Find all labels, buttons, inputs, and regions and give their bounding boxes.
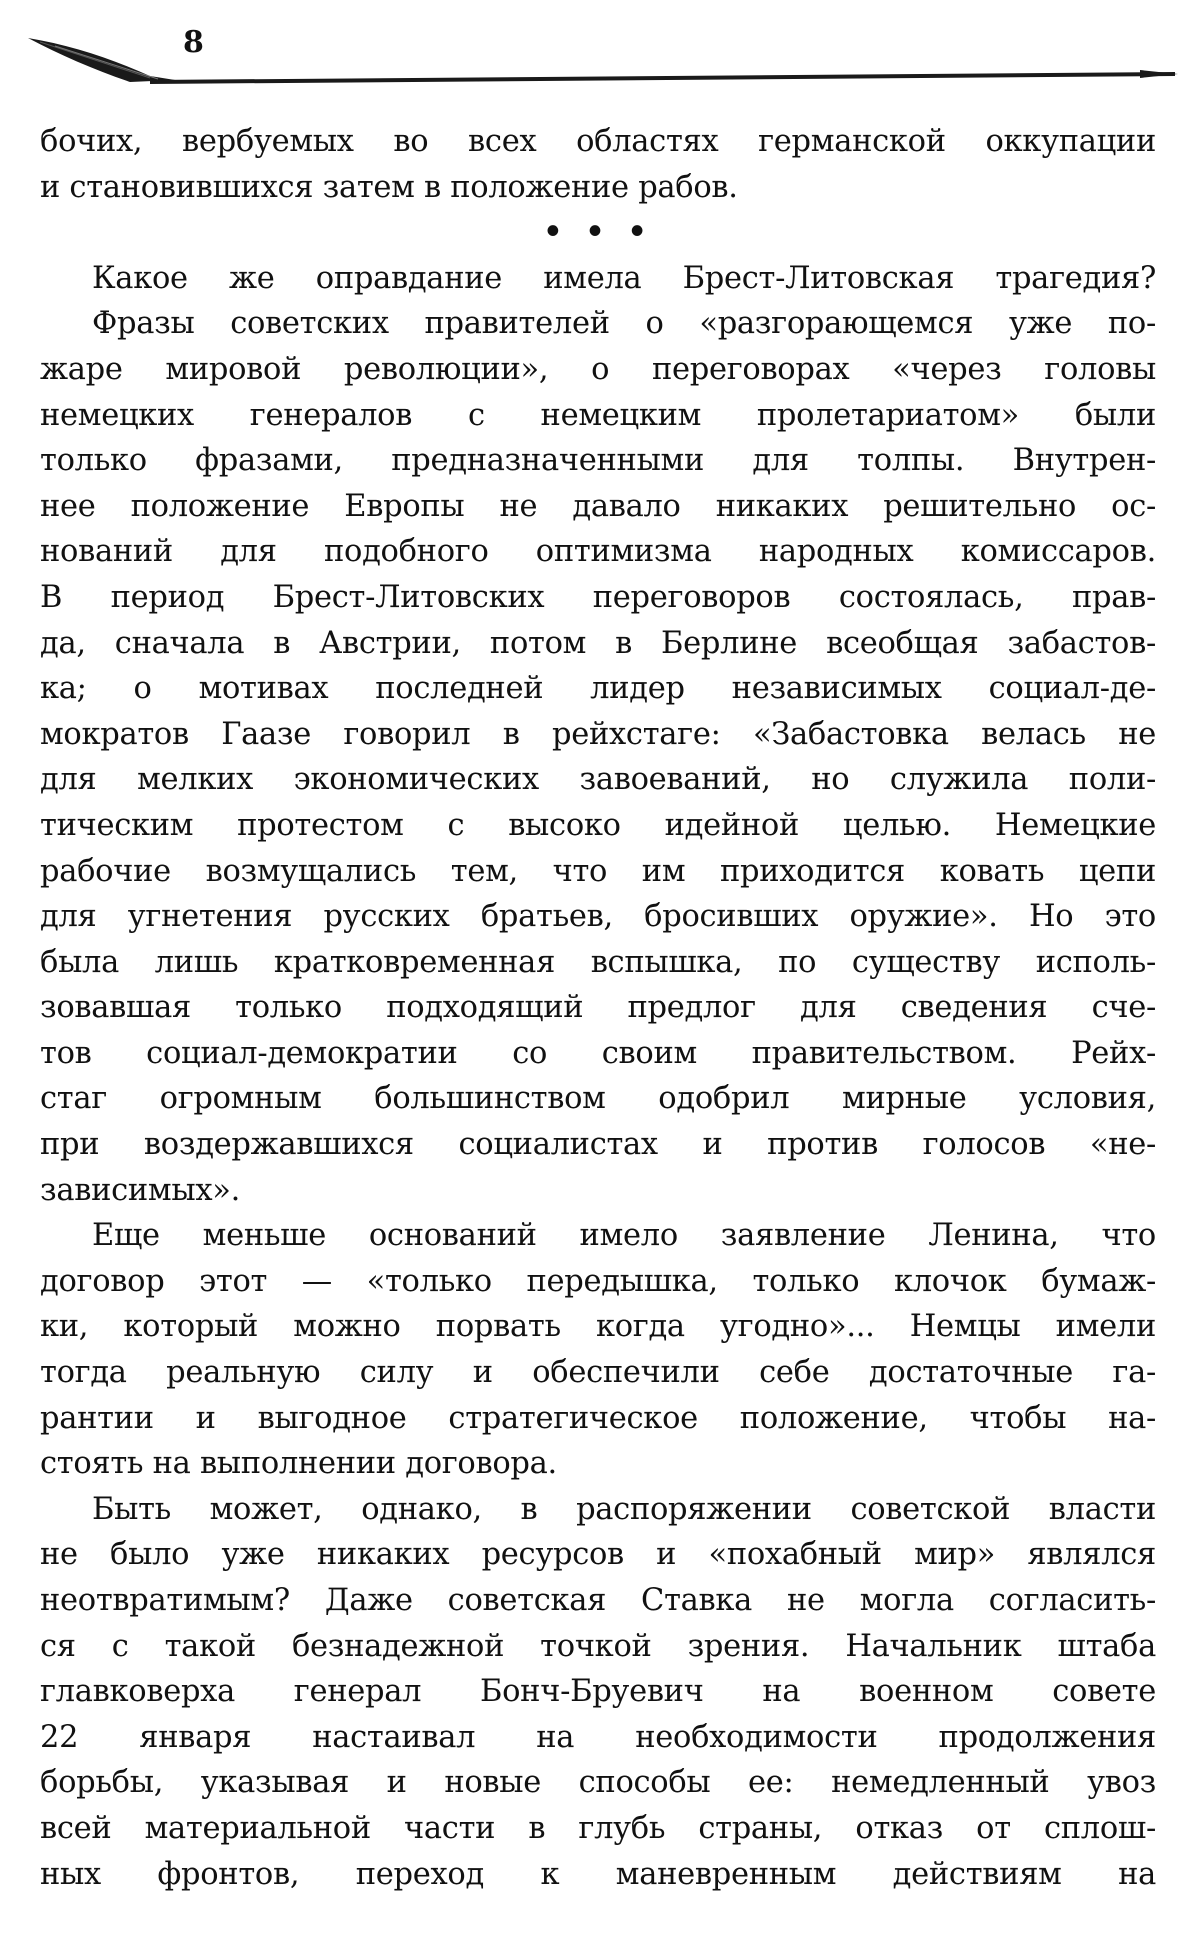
- text-line: стаг огромным большинством одобрил мирные условия,: [40, 1081, 1156, 1117]
- body-text: [40, 119, 1156, 1897]
- text-line: жаре мировой революции», о переговорах «через головы: [40, 351, 1156, 387]
- text-line: Какое же оправдание имела Брест-Литовская трагедия?: [92, 260, 1156, 296]
- text-line: Быть может, однако, в распоряжении советской власти: [92, 1491, 1156, 1527]
- text-line: тическим протестом с высоко идейной целью. Немецкие: [40, 807, 1156, 843]
- text-line: рабочие возмущались тем, что им приходится ковать цепи: [40, 853, 1156, 889]
- text-line: Еще меньше оснований имело заявление Ленина, что: [92, 1218, 1156, 1254]
- text-line: рантии и выгодное стратегическое положение, чтобы на-: [40, 1400, 1156, 1436]
- text-line: Фразы советских правителей о «разгорающемся уже по-: [92, 306, 1156, 342]
- text-line: да, сначала в Австрии, потом в Берлине всеобщая забастов-: [40, 625, 1156, 661]
- text-line: ка; о мотивах последней лидер независимых социал-де-: [40, 671, 1156, 707]
- text-line: 22 января настаивал на необходимости продолжения: [40, 1719, 1156, 1755]
- text-line: тогда реальную силу и обеспечили себе достаточные га-: [40, 1355, 1156, 1391]
- text-line: ных фронтов, переход к маневренным действиям на: [40, 1856, 1156, 1892]
- text-line: бочих, вербуемых во всех областях германской оккупации: [40, 124, 1156, 159]
- page-header: [0, 0, 1200, 100]
- text-line: ки, который можно порвать когда угодно»... Немцы имели: [40, 1309, 1156, 1345]
- text-line: для угнетения русских братьев, бросивших оружие». Но это: [40, 899, 1156, 935]
- text-line: тов социал-демократии со своим правительством. Рейх-: [40, 1035, 1156, 1071]
- text-line: неотвратимым? Даже советская Ставка не могла согласить-: [40, 1583, 1156, 1618]
- text-line: договор этот — «только передышка, только клочок бумаж-: [40, 1263, 1156, 1299]
- text-line: была лишь кратковременная вспышка, по существу исполь-: [40, 944, 1156, 980]
- text-line: для мелких экономических завоеваний, но служила поли-: [40, 762, 1156, 798]
- text-line: зависимых».: [40, 1172, 240, 1208]
- section-separator: • • •: [543, 214, 653, 251]
- text-line: не было уже никаких ресурсов и «похабный мир» являлся: [40, 1537, 1156, 1573]
- decorative-header-rule: [0, 0, 1200, 100]
- text-line: стоять на выполнении договора.: [40, 1446, 557, 1482]
- text-line: всей материальной части в глубь страны, отказ от сплош-: [40, 1810, 1156, 1846]
- text-line: мократов Гаазе говорил в рейхстаге: «Забастовка велась не: [40, 716, 1156, 752]
- text-line: при воздержавшихся социалистах и против голосов «не-: [40, 1127, 1156, 1163]
- text-line: только фразами, предназначенными для толпы. Внутрен-: [40, 443, 1156, 479]
- text-line: борьбы, указывая и новые способы ее: немедленный увоз: [40, 1765, 1156, 1801]
- page-number: 8: [183, 25, 204, 60]
- text-line: главковерха генерал Бонч-Бруевич на военном совете: [40, 1674, 1156, 1710]
- text-line: и становившихся затем в положение рабов.: [40, 169, 738, 205]
- text-line: нее положение Европы не давало никаких решительно ос-: [40, 488, 1156, 524]
- text-line: немецких генералов с немецким пролетариатом» были: [40, 397, 1156, 433]
- text-line: зовавшая только подходящий предлог для сведения сче-: [40, 990, 1156, 1026]
- text-line: ся с такой безнадежной точкой зрения. Начальник штаба: [40, 1628, 1156, 1664]
- text-line: нований для подобного оптимизма народных комиссаров.: [40, 534, 1156, 570]
- text-line: В период Брест-Литовских переговоров состоялась, прав-: [40, 579, 1156, 615]
